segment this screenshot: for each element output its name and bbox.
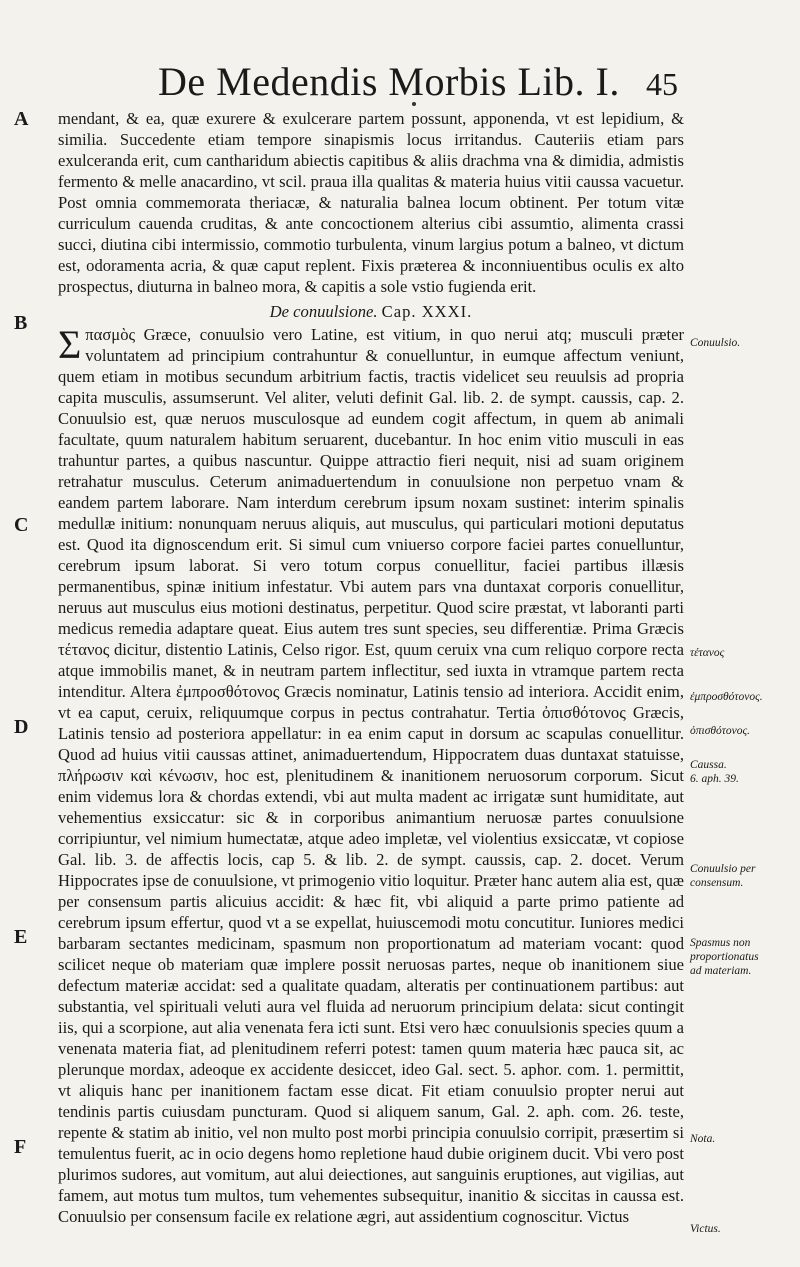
sidenote-emprosthotonos: ἐμπροσθότονος. [690,691,763,703]
paragraph-continuation: mendant, & ea, quæ exurere & exulcerare partem possunt, apponenda, vt est lepidium, & similia. Succedente etiam tempore sinapismis locus irritandus. Cauteriis etiam pars exulceranda erit, cum cantharidum abiectis capitibus & aliis drachma vna & dimidia, admistis fermento & melle anacardino, vt scil. praua illa qualitas & materia huius vitii caussa vacuetur. Post omnia commemorata theriacæ, & naturalia balnea locum obtinent. Per totum vitæ curriculum cauenda cruditas, & ante concoctionem alterius cibi assumtio, alimenta crassi succi, diutina cibi intermissio, commotio turbulenta, vinum largius potum a balneo, vt dictum est, odoramenta acria, & quæ caput replent. Fixis præterea & inconniuentibus oculis ex alto prospectus, diuturna in balneo mora, & capitis a sole vstio fugienda erit. [58,109,684,296]
chapter-title: De conuulsione. [269,302,378,321]
running-head [0,58,800,108]
running-title: De Medendis Morbis Lib. I. [158,59,620,104]
margin-letter-c: C [14,514,29,536]
margin-letter-e: E [14,926,28,948]
margin-letter-a: A [14,108,29,130]
sidenote-caussa: Caussa. [690,759,727,771]
sidenote-conuulsio: Conuulsio. [690,337,741,349]
sidenote-victus: Victus. [690,1223,721,1235]
main-text [58,108,684,1227]
margin-letter-f: F [14,1136,27,1158]
sidenote-spasmus: Spasmus non proportionatus ad materiam. [690,937,759,977]
sidenote-per-consensum: Conuulsio per consensum. [690,863,756,889]
page-number: 45 [646,66,678,102]
margin-letter-d: D [14,716,29,738]
sidenote-opisthotonos: ὀπισθότονος. [690,725,751,737]
chapter-number: Cap. XXXI. [381,302,473,321]
chapter-paragraph [58,324,684,1227]
sidenote-tetanos: τέτανος [690,647,725,659]
sidenote-aph: 6. aph. 39. [690,773,739,785]
margin-letter-b: B [14,312,28,334]
chapter-text: πασμὸς Græce, conuulsio vero Latine, est vitium, in quo nerui atq; musculi præter voluntatem ad principium contrahuntur & conuelluntur, in eumque affectum veniunt, quem etiam in motibus secundum arbitrium factis, tractis videlicet seu reuulsis ad propria capita musculis, assumserunt. Vel aliter, veluti definit Gal. lib. 2. de sympt. caussis, cap. 2. Conuulsio est, quæ neruos musculosque ad eundem cogit affectum, in quem ab animali facultate, quum naturalem habitum seruarent, ducebantur. In hoc enim vitio musculi in eas trahuntur partes, a quibus nascuntur. Quippe attractio fieri nequit, nisi ad suam originem retrahatur musculus. Ceterum animaduertendum in conuulsione non perpetuo vnam & eandem partem laborare. Nam interdum cerebrum ipsum noxam sustinet: interim spinalis medullæ initium: nonunquam neruus aliquis, aut musculus, qui particulari motioni deputatus est. Quod ita dignoscendum erit. Si simul cum vniuerso corpore faciei partes conuelluntur, cerebrum ipsum laborat. Si vero totum corpus conuellitur, faciei partibus illæsis permanentibus, spinæ initium infestatur. Vbi autem pars vna duntaxat corporis conuellitur, neruus aut musculus eius motioni destinatus, perpetitur. Quod scire præstat, vt laboranti parti medicus remedia adaptare queat. Eius autem tres sunt species, seu differentiæ. Prima Græcis τέτανος dicitur, distentio Latinis, Celso rigor. Est, quum ceruix vna cum reliquo corpore recta atque immobilis manet, & in neutram partem inflectitur, sed iuxta in vtramque partem recta intenditur. Altera ἐμπροσθότονος Græcis nominatur, Latinis tensio ad interiora. Accidit enim, vt ea caput, ceruix, reliquumque corpus in pectus contrahatur. Tertia ὀπισθότονος Græcis, Latinis tensio ad posteriora appellatur: in ea enim caput in dorsum ac scapulas conuellitur. Quod ad huius vitii caussas attinet, animaduertendum, Hippocratem duas duntaxat statuisse, πλήρωσιν καὶ κένωσιν, hoc est, plenitudinem & inanitionem neruosorum corporum. Sicut enim videmus lora & chordas extendi, vbi aut multa madent ac irrigatæ sunt humiditate, aut vehementius exsiccatur: sic & in corporibus animantium neruosæ partes conuulsione corripiuntur, vel nimium humectatæ, atque adeo impletæ, vel violentius exsiccatæ, vt copiose Gal. lib. 3. de affectis locis, cap 5. & lib. 2. de sympt. caussis, cap. 2. docet. Verum Hippocrates ipse de conuulsione, vt primogenio vitio loquitur. Præter hanc autem alia est, quæ per consensum partis alicuius accidit: & hæc fit, vbi aliquid a parte primo patiente ad cerebrum ipsum effertur, quod vt a se expellat, huiuscemodi motu concutitur. Iuniores medici barbaram sectantes medicinam, spasmum non proportionatum ad materiam vocant: quod scilicet neque ob materiam quæ implere possit neruosas partes, neque ob inanitionem siue defectum materiæ accidat: sed a qualitate quadam, alteratis per continuationem partibus: aut substantia, vel spirituali veluti aura vel fluida ad neruorum principium delata: sicut contingit iis, qui a scorpione, aut alia venenata fera icti sunt. Etsi vero hæc conuulsionis species quum a venenata materia fiat, ad plenitudinem referri potest: tamen quum materia hæc pauca sit, ac plerunque mordax, adeoque ex accidente desiccet, ideo Gal. sect. 5. aphor. com. 1. permittit, vt aliquis hanc per inanitionem factam esse dicat. Fit etiam conuulsio propter nerui aut tendinis partis cuiusdam puncturam. Quod si aliquem sanum, Gal. 2. aph. com. 26. teste, repente & statim ab initio, vel non multo post morbi principia conuulsio corripit, præsertim si temulentus fuerit, ac in ocio degens homo repletione haud dubie originem ducit. Vbi vero post plurimos sudores, aut vomitum, aut alui deiectiones, aut sanguinis eruptiones, aut vigilias, aut famem, aut motus tum multos, tum vehementes subsequitur, inanitio & siccitas in caussa est. Conuulsio per consensum facile ex relatione ægri, aut assidentium cognoscitur. Victus [58,325,684,1226]
drop-capital: Σ [58,322,82,367]
chapter-heading [58,301,684,322]
sidenote-nota: Nota. [690,1133,716,1145]
